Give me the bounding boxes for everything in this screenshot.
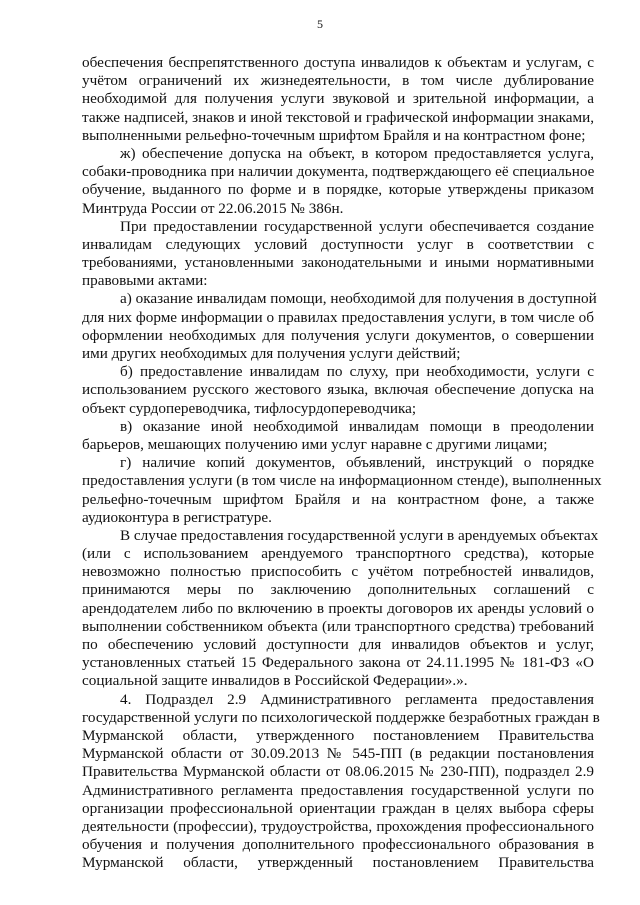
text-line: б) предоставление инвалидам по слуху, при необходимости, услуги с xyxy=(120,363,594,381)
text-line: обучения и получения дополнительного профессионального образования в xyxy=(82,836,594,854)
text-line: оформлении необходимых для получения услуги документов, о совершении xyxy=(82,326,594,344)
text-line: деятельности (профессии), трудоустройства, прохождения профессионального xyxy=(82,817,594,835)
text-line: Мурманской области от 30.09.2013 № 545-ПП (в редакции постановления xyxy=(82,745,594,763)
text-line: организации профессиональной ориентации граждан в целях выбора сферы xyxy=(82,799,594,817)
text-line: собаки-проводника при наличии документа, подтверждающего её специальное xyxy=(82,163,595,181)
page-number: 5 xyxy=(317,17,323,31)
text-line: Правительства Мурманской области от 08.06.2015 № 230-ПП), подраздел 2.9 xyxy=(82,763,594,781)
text-line: В случае предоставления государственной услуги в арендуемых объектах xyxy=(120,526,599,544)
text-line: установленных статьей 15 Федерального закона от 24.11.1995 № 181-ФЗ «О xyxy=(82,654,594,672)
text-line: учётом ограничений их жизнедеятельности, в том числе дублирование xyxy=(82,72,594,90)
text-line: необходимой для получения услуги звуковой и зрительной информации, а xyxy=(82,90,594,108)
text-line: предоставления услуги (в том числе на информационном стенде), выполненных xyxy=(82,472,602,490)
text-line: также надписей, знаков и иной текстовой и графической информации знаками, xyxy=(82,108,594,126)
text-line: Мурманской области, утвержденный постановлением Правительства xyxy=(82,854,594,872)
text-line: (или с использованием арендуемого транспортного средства), которые xyxy=(82,545,594,563)
text-line: требованиями, установленными законодательными и иными нормативными xyxy=(82,254,594,272)
text-line: в) оказание иной необходимой инвалидам помощи в преодолении xyxy=(120,417,594,435)
text-line: рельефно-точечным шрифтом Брайля и на контрастном фоне, а также xyxy=(82,490,594,508)
text-line: объект сурдопереводчика, тифлосурдопереводчика; xyxy=(82,399,417,417)
text-line: г) наличие копий документов, объявлений, инструкций о порядке xyxy=(120,454,594,472)
text-line: социальной защите инвалидов в Российской Федерации».». xyxy=(82,672,468,690)
text-line: обеспечения беспрепятственного доступа инвалидов к объектам и услугам, с xyxy=(82,54,594,71)
text-line: обучение, выданного по форме и в порядке, которые утверждены приказом xyxy=(82,181,594,199)
document-body xyxy=(82,54,602,872)
text-line: 4. Подраздел 2.9 Административного регламента предоставления xyxy=(120,690,594,708)
text-line: ими других необходимых для получения услуги действий; xyxy=(82,345,461,362)
text-line: инвалидам следующих условий доступности услуг в соответствии с xyxy=(82,235,594,253)
text-line: использованием русского жестового языка, включая обеспечение допуска на xyxy=(82,381,594,399)
text-line: а) оказание инвалидам помощи, необходимой для получения в доступной xyxy=(120,290,597,308)
text-line: барьеров, мешающих получению ими услуг наравне с другими лицами; xyxy=(82,435,548,453)
text-line: для них форме информации о правилах предоставления услуги, в том числе об xyxy=(82,308,594,326)
text-line: правовыми актами: xyxy=(82,272,208,290)
text-line: выполнении собственником объекта (или транспортного средства) требований xyxy=(82,617,594,635)
text-line: арендодателем либо по включению в проекты договоров их аренды условий о xyxy=(82,599,594,617)
text-line: принимаются меры по заключению дополнительных соглашений с xyxy=(82,581,594,599)
text-line: аудиоконтура в регистратуре. xyxy=(82,508,272,526)
text-line: по обеспечению условий доступности для инвалидов объектов и услуг, xyxy=(82,636,594,653)
text-line: Мурманской области, утвержденного постановлением Правительства xyxy=(82,726,594,744)
text-line: государственной услуги по психологической поддержке безработных граждан в xyxy=(82,708,600,726)
text-line: выполненными рельефно-точечным шрифтом Брайля и на контрастном фоне; xyxy=(82,126,586,144)
text-line: ж) обеспечение допуска на объект, в котором предоставляется услуга, xyxy=(120,144,594,162)
text-line: При предоставлении государственной услуги обеспечивается создание xyxy=(120,217,594,235)
text-line: невозможно полностью приспособить с учётом потребностей инвалидов, xyxy=(82,563,594,581)
text-line: Минтруда России от 22.06.2015 № 386н. xyxy=(82,199,344,217)
text-line: Административного регламента предоставления государственной услуги по xyxy=(82,781,594,799)
